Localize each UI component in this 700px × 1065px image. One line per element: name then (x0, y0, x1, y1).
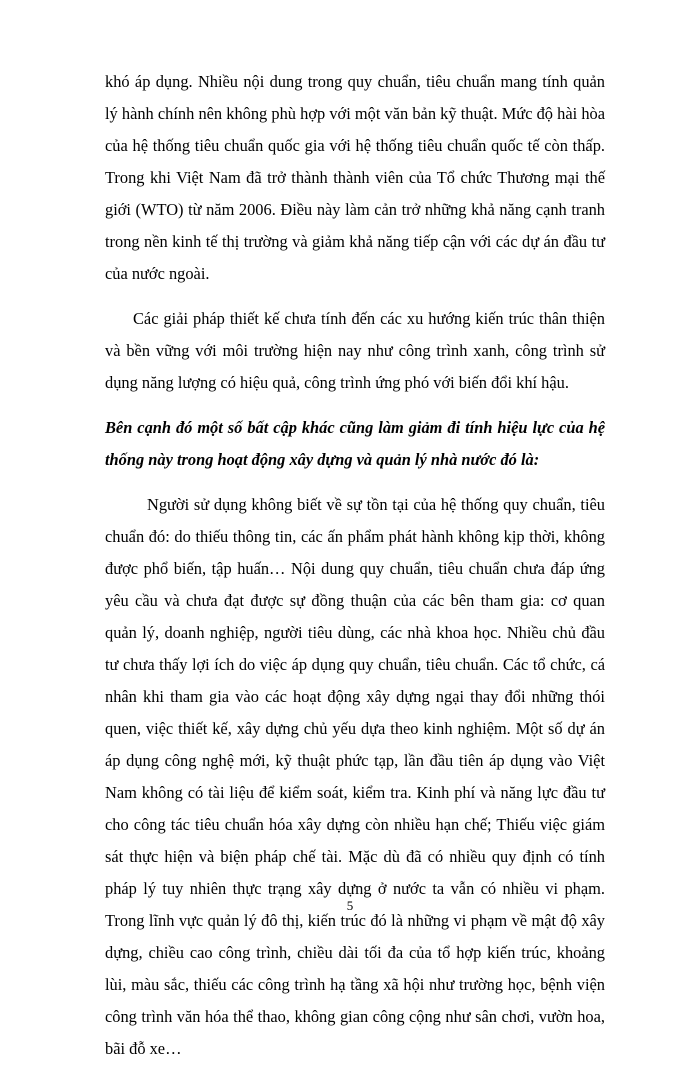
page-number: 5 (346, 898, 354, 913)
document-page (105, 66, 605, 1065)
body-paragraph: Người sử dụng không biết về sự tồn tại của hệ thống quy chuẩn, tiêu chuẩn đó: do thiếu thông tin, các ấn phẩm phát hành không kịp thời, không được phổ biến, tập huấn… Nội dung quy chuẩn, tiêu chuẩn chưa đáp ứng yêu cầu và chưa đạt được sự đồng thuận của các bên tham gia: cơ quan quản lý, doanh nghiệp, người tiêu dùng, các nhà khoa học. Nhiều chủ đầu tư chưa thấy lợi ích do việc áp dụng quy chuẩn, tiêu chuẩn. Các tổ chức, cá nhân khi tham gia vào các hoạt động xây dựng ngại thay đổi những thói quen, việc thiết kế, xây dựng chủ yếu dựa theo kinh nghiệm. Một số dự án áp dụng công nghệ mới, kỹ thuật phức tạp, lần đầu tiên áp dụng vào Việt Nam không có tài liệu để kiểm soát, kiểm tra. Kinh phí và năng lực đầu tư cho công tác tiêu chuẩn hóa xây dựng còn nhiều hạn chế; Thiếu việc giám sát thực hiện và biện pháp chế tài. Mặc dù đã có nhiều quy định có tính pháp lý tuy nhiên thực trạng xây dựng ở nước ta vẫn có nhiều vi phạm. Trong lĩnh vực quản lý đô thị, kiến trúc đó là những vi phạm về mật độ xây dựng, chiều cao công trình, chiều dài tối đa của tổ hợp kiến trúc, khoảng lùi, màu sắc, thiếu các công trình hạ tầng xã hội như trường học, bệnh viện công trình văn hóa thể thao, không gian công cộng như sân chơi, vườn hoa, bãi đỗ xe… (105, 495, 605, 1058)
body-paragraph: Các giải pháp thiết kế chưa tính đến các xu hướng kiến trúc thân thiện và bền vững với môi trường hiện nay như công trình xanh, công trình sử dụng năng lượng có hiệu quả, công trình ứng phó với biến đổi khí hậu. (105, 309, 605, 392)
section-heading: Bên cạnh đó một số bất cập khác cũng làm giảm đi tính hiệu lực của hệ thống này trong hoạt động xây dựng và quản lý nhà nước đó là: (105, 418, 605, 469)
body-paragraph: khó áp dụng. Nhiều nội dung trong quy chuẩn, tiêu chuẩn mang tính quản lý hành chính nên không phù hợp với một văn bản kỹ thuật. Mức độ hài hòa của hệ thống tiêu chuẩn quốc gia với hệ thống tiêu chuẩn quốc tế còn thấp. Trong khi Việt Nam đã trở thành thành viên của Tổ chức Thương mại thế giới (WTO) từ năm 2006. Điều này làm cản trở những khả năng cạnh tranh trong nền kinh tế thị trường và giảm khả năng tiếp cận với các dự án đầu tư của nước ngoài. (105, 72, 605, 283)
